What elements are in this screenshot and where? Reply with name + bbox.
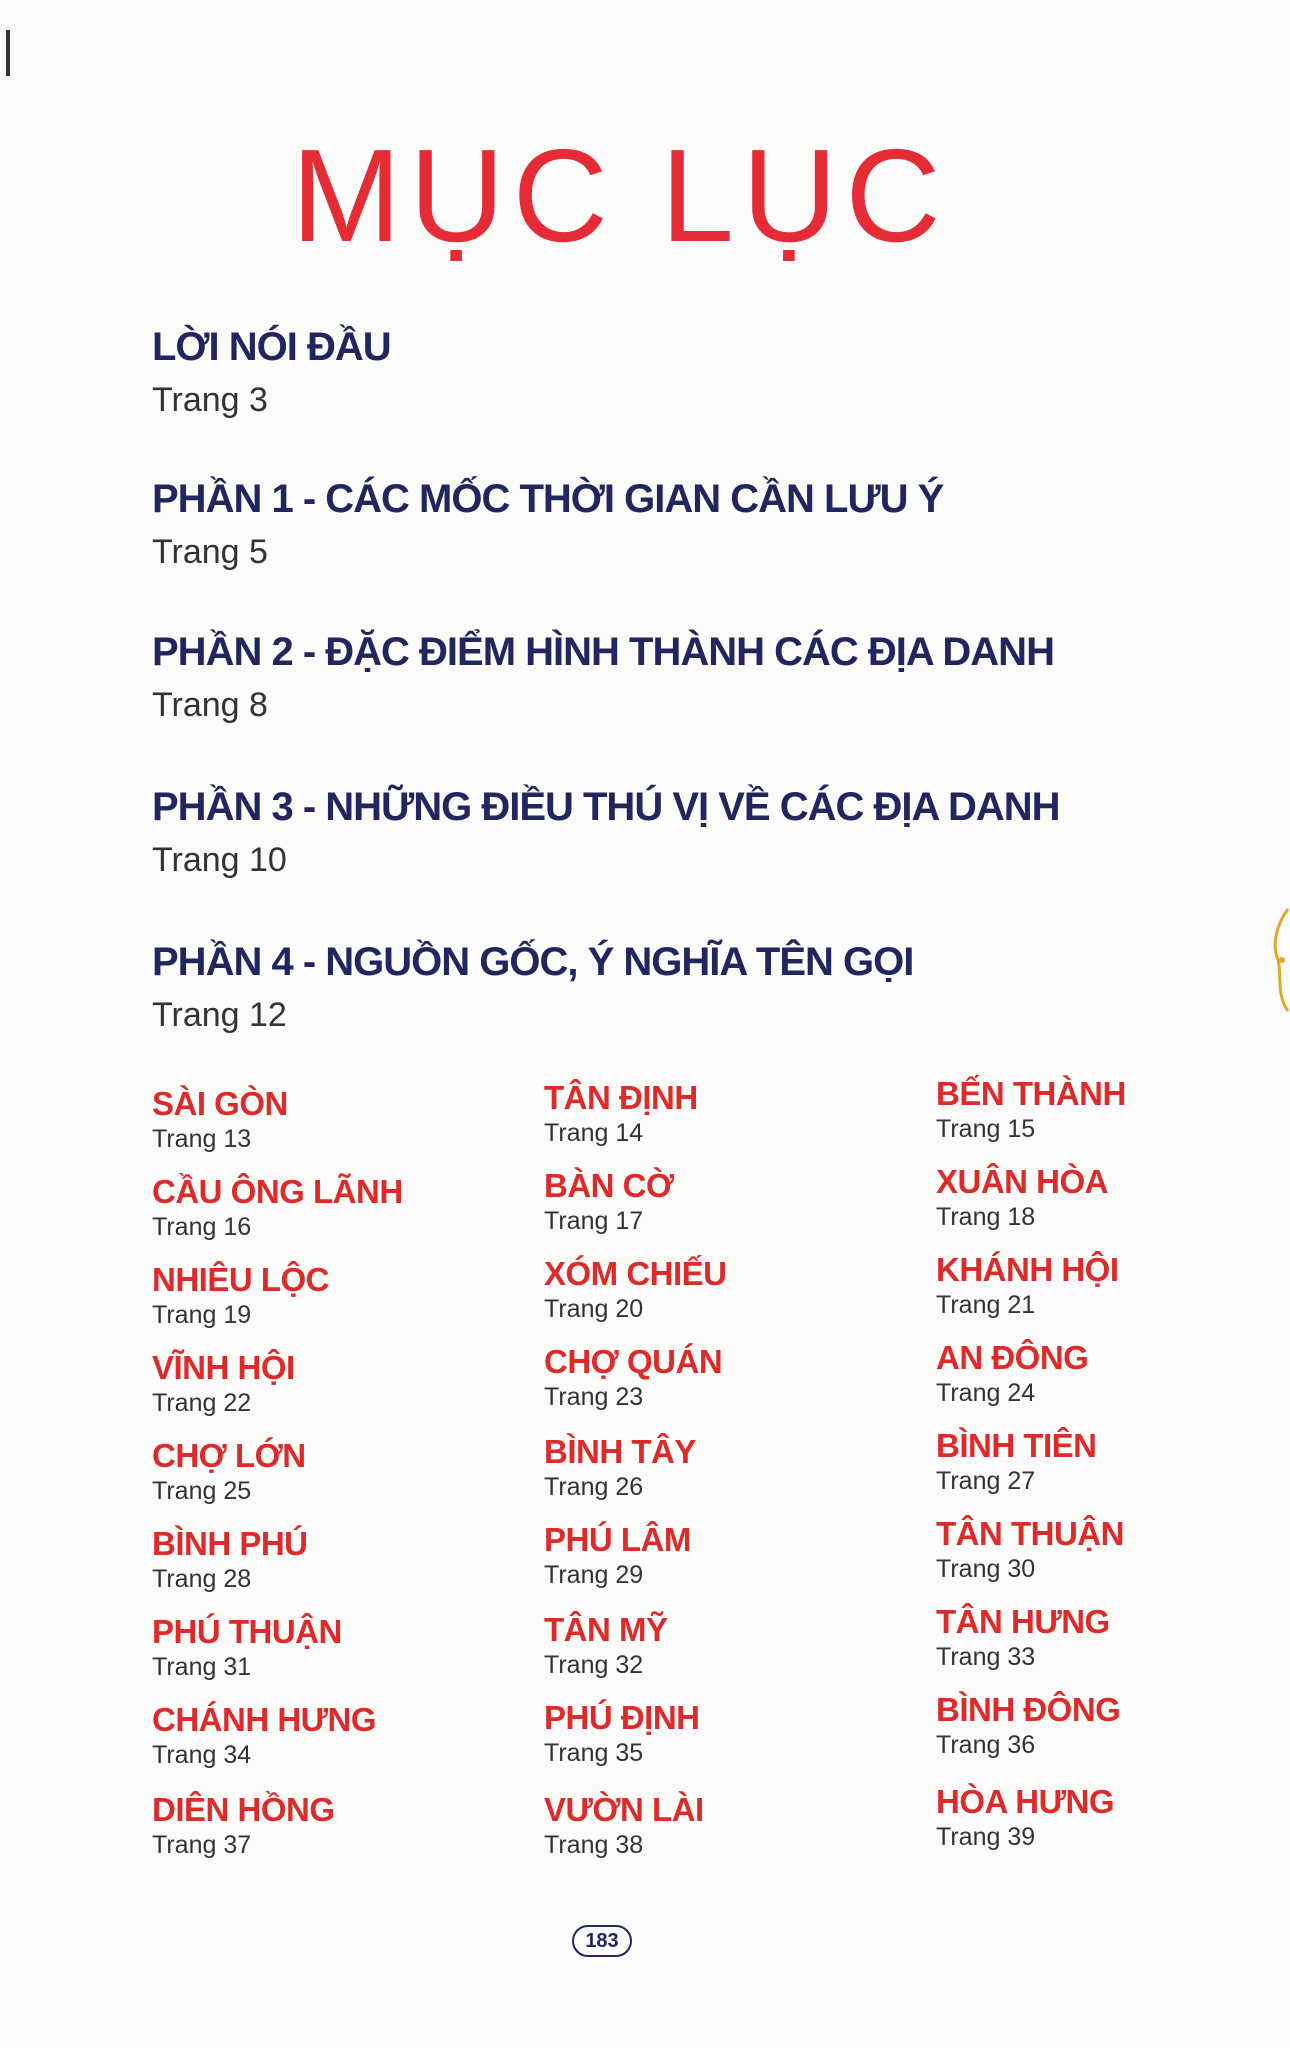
place-entry <box>936 1427 1290 1496</box>
toc-section <box>152 940 913 1035</box>
place-page-ref: Trang 25 <box>152 1476 252 1505</box>
place-page-ref: Trang 28 <box>152 1564 252 1593</box>
place-page-ref: Trang 15 <box>936 1114 1036 1143</box>
place-name: TÂN THUẬN <box>936 1515 1124 1552</box>
toc-section <box>152 477 943 572</box>
place-page-ref: Trang 29 <box>544 1560 644 1589</box>
place-page-ref: Trang 17 <box>544 1206 644 1235</box>
place-entry <box>936 1251 1290 1320</box>
place-entry <box>936 1163 1290 1232</box>
section-page-ref: Trang 10 <box>152 841 287 879</box>
place-entry <box>152 1085 512 1154</box>
place-page-ref: Trang 26 <box>544 1472 644 1501</box>
section-heading: PHẦN 2 - ĐẶC ĐIỂM HÌNH THÀNH CÁC ĐỊA DANH <box>152 630 1054 674</box>
place-entry <box>152 1437 512 1506</box>
place-entry <box>544 1343 904 1412</box>
place-name: TÂN HƯNG <box>936 1603 1110 1640</box>
place-page-ref: Trang 27 <box>936 1466 1036 1495</box>
place-name: CẦU ÔNG LÃNH <box>152 1173 403 1210</box>
place-name: BẾN THÀNH <box>936 1075 1126 1112</box>
place-name: BÌNH TIÊN <box>936 1427 1097 1464</box>
place-entry <box>544 1521 904 1590</box>
place-page-ref: Trang 39 <box>936 1822 1036 1851</box>
place-page-ref: Trang 35 <box>544 1738 644 1767</box>
place-entry <box>936 1603 1290 1672</box>
toc-section <box>152 630 1054 725</box>
section-page-ref: Trang 12 <box>152 996 287 1034</box>
place-entry <box>152 1701 512 1770</box>
place-name: BÌNH TÂY <box>544 1433 696 1470</box>
place-entry <box>544 1611 904 1680</box>
place-page-ref: Trang 22 <box>152 1388 252 1417</box>
section-heading: LỜI NÓI ĐẦU <box>152 325 391 369</box>
place-name: AN ĐÔNG <box>936 1339 1089 1376</box>
place-page-ref: Trang 32 <box>544 1650 644 1679</box>
place-page-ref: Trang 18 <box>936 1202 1036 1231</box>
place-name: KHÁNH HỘI <box>936 1251 1119 1288</box>
place-page-ref: Trang 36 <box>936 1730 1036 1759</box>
place-page-ref: Trang 13 <box>152 1124 252 1153</box>
page-number-badge: 183 <box>572 1925 632 1957</box>
place-page-ref: Trang 23 <box>544 1382 644 1411</box>
section-page-ref: Trang 3 <box>152 381 268 419</box>
place-page-ref: Trang 31 <box>152 1652 252 1681</box>
place-entry <box>936 1783 1290 1852</box>
place-entry <box>544 1255 904 1324</box>
page-edge-mark <box>6 30 10 76</box>
page-title: MỤC LỤC <box>291 122 949 269</box>
place-page-ref: Trang 20 <box>544 1294 644 1323</box>
place-name: XÓM CHIẾU <box>544 1255 727 1292</box>
toc-section <box>152 785 1060 880</box>
place-name: BÌNH PHÚ <box>152 1525 308 1562</box>
place-name: CHÁNH HƯNG <box>152 1701 377 1738</box>
section-heading: PHẦN 4 - NGUỒN GỐC, Ý NGHĨA TÊN GỌI <box>152 940 914 984</box>
place-name: BÌNH ĐÔNG <box>936 1691 1121 1728</box>
place-name: HÒA HƯNG <box>936 1783 1114 1820</box>
place-entry <box>152 1791 512 1860</box>
place-entry <box>544 1699 904 1768</box>
section-heading: PHẦN 1 - CÁC MỐC THỜI GIAN CẦN LƯU Ý <box>152 477 944 521</box>
place-name: DIÊN HỒNG <box>152 1791 335 1828</box>
place-page-ref: Trang 38 <box>544 1830 644 1859</box>
place-name: PHÚ LÂM <box>544 1521 691 1558</box>
place-name: TÂN MỸ <box>544 1611 668 1648</box>
place-page-ref: Trang 14 <box>544 1118 644 1147</box>
place-entry <box>152 1261 512 1330</box>
place-entry <box>152 1613 512 1682</box>
place-entry <box>544 1079 904 1148</box>
place-name: BÀN CỜ <box>544 1167 674 1204</box>
place-page-ref: Trang 34 <box>152 1740 252 1769</box>
place-entry <box>544 1791 904 1860</box>
place-entry <box>544 1167 904 1236</box>
place-name: SÀI GÒN <box>152 1085 288 1122</box>
section-heading: PHẦN 3 - NHỮNG ĐIỀU THÚ VỊ VỀ CÁC ĐỊA DANH <box>152 785 1060 829</box>
toc-section <box>152 325 391 420</box>
place-name-grid <box>152 1075 1152 1885</box>
section-page-ref: Trang 5 <box>152 533 268 571</box>
place-entry <box>152 1525 512 1594</box>
place-entry <box>544 1433 904 1502</box>
place-name: PHÚ ĐỊNH <box>544 1699 700 1736</box>
place-name: PHÚ THUẬN <box>152 1613 342 1650</box>
place-entry <box>936 1515 1290 1584</box>
place-page-ref: Trang 16 <box>152 1212 252 1241</box>
place-page-ref: Trang 37 <box>152 1830 252 1859</box>
section-page-ref: Trang 8 <box>152 686 268 724</box>
place-entry <box>936 1339 1290 1408</box>
place-page-ref: Trang 24 <box>936 1378 1036 1407</box>
place-name: VƯỜN LÀI <box>544 1791 704 1828</box>
place-entry <box>152 1349 512 1418</box>
place-page-ref: Trang 19 <box>152 1300 252 1329</box>
place-name: NHIÊU LỘC <box>152 1261 329 1298</box>
place-page-ref: Trang 30 <box>936 1554 1036 1583</box>
place-entry <box>936 1075 1290 1144</box>
place-name: XUÂN HÒA <box>936 1163 1109 1200</box>
place-page-ref: Trang 33 <box>936 1642 1036 1671</box>
page-edge-ornament-icon <box>1268 905 1290 1015</box>
place-name: VĨNH HỘI <box>152 1349 295 1386</box>
place-entry <box>152 1173 512 1242</box>
place-entry <box>936 1691 1290 1760</box>
place-page-ref: Trang 21 <box>936 1290 1036 1319</box>
place-name: CHỢ LỚN <box>152 1437 306 1474</box>
place-name: TÂN ĐỊNH <box>544 1079 698 1116</box>
place-name: CHỢ QUÁN <box>544 1343 723 1380</box>
